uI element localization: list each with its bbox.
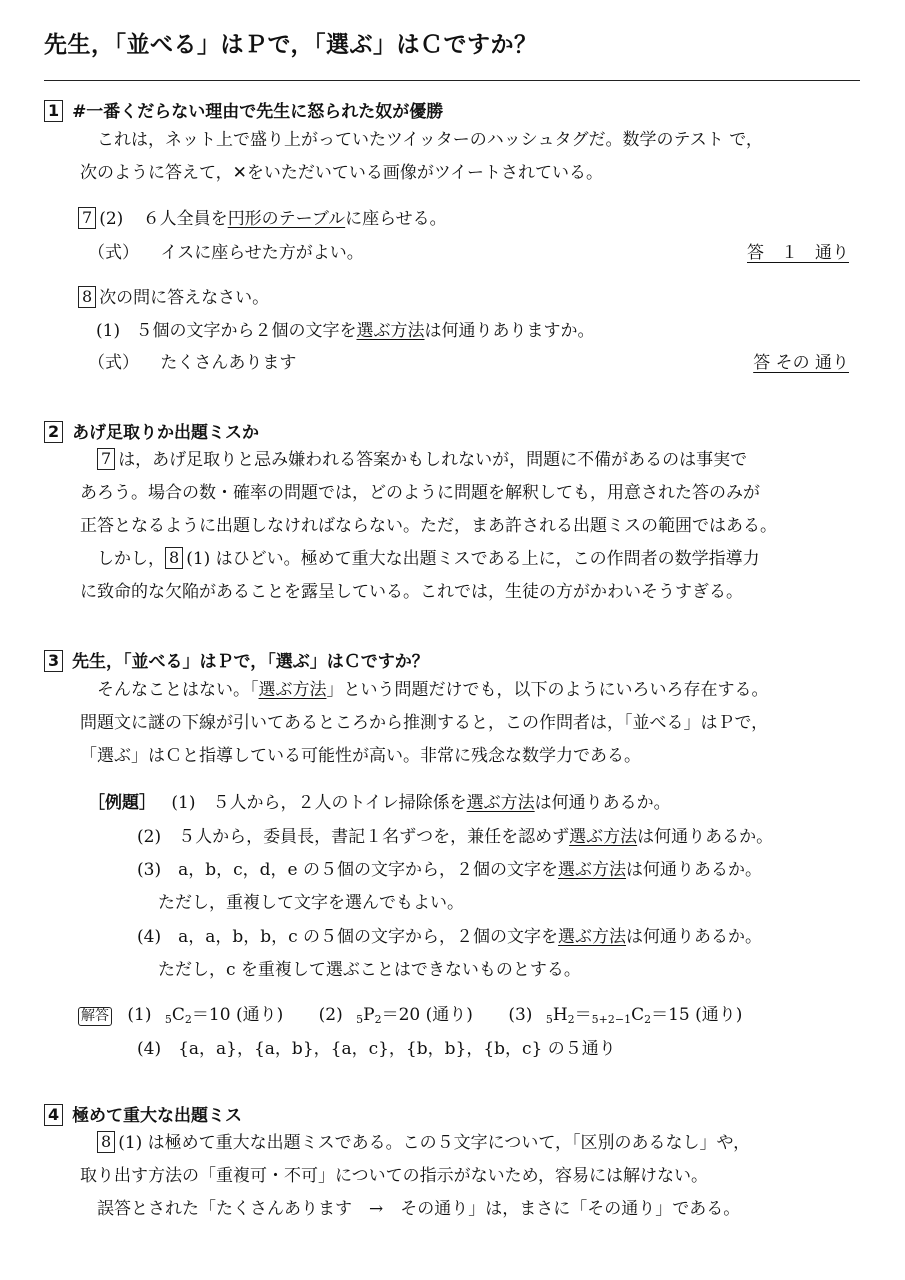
section-4-heading — [44, 1101, 242, 1126]
answer-1 — [165, 1005, 283, 1025]
text: (1) ５人から，２人のトイレ掃除係を — [171, 793, 467, 813]
answer-label: (2) — [318, 1005, 343, 1025]
answer-2 — [356, 1005, 473, 1025]
section-number: 2 — [44, 421, 63, 443]
question-7-work — [88, 238, 364, 263]
question-number: 8 — [78, 286, 96, 308]
text: は何通りあるか。 — [625, 860, 762, 880]
text: (4) a，a，b，b，c の５個の文字から，２個の文字を — [137, 927, 559, 947]
section-2-body — [80, 444, 880, 609]
text: ＝20 (通り) — [381, 1005, 473, 1025]
section-3-heading — [44, 647, 429, 672]
sub: 5+2−1 — [591, 1013, 632, 1026]
paragraph-line — [80, 1127, 880, 1160]
sub: 2 — [644, 1013, 652, 1026]
symbol: H — [552, 1005, 568, 1025]
question-sub: (1) — [96, 321, 121, 341]
shiki-label: （式） — [88, 243, 139, 263]
paragraph-line: 「選ぶ」はＣと指導している可能性が高い。非常に残念な数学力である。 — [80, 746, 641, 766]
section-3-body — [80, 674, 880, 773]
sub: 2 — [567, 1013, 575, 1026]
paragraph-line: 誤答とされた「たくさんあります → その通り」は，まさに「その通り」である。 — [97, 1199, 741, 1219]
text: (1) はひどい。極めて重大な出題ミスである上に，この作問者の数学指導力 — [186, 549, 760, 569]
section-4-body — [80, 1127, 880, 1226]
question-7 — [78, 204, 447, 229]
section-title: #一番くだらない理由で先生に怒られた奴が優勝 — [72, 102, 444, 122]
example-1 — [88, 788, 671, 813]
text: は何通りあるか。 — [626, 927, 763, 947]
section-1-intro — [80, 124, 880, 190]
question-text: に座らせる。 — [345, 209, 447, 229]
answer-label: (3) — [508, 1005, 533, 1025]
answer-label: (1) — [127, 1005, 152, 1025]
section-title: 先生，「並べる」はＰで，「選ぶ」はＣですか？ — [72, 652, 429, 672]
text: 」という問題だけでも，以下のようにいろいろ存在する。 — [326, 680, 769, 700]
text: ＝15 (通り) — [651, 1005, 743, 1025]
paragraph-line: これは，ネット上で盛り上がっていたツイッターのハッシュタグだ。数学のテスト で， — [97, 130, 763, 150]
answers-line-2: (4) {a，a}，{a，b}，{a，c}，{b，b}，{b，c} の５通り — [137, 1039, 616, 1059]
text: (3) a，b，c，d，e の５個の文字から，２個の文字を — [137, 860, 558, 880]
text: は，あげ足取りと忌み嫌われる答案かもしれないが，問題に不備があるのは事実で — [118, 450, 748, 470]
section-title: 極めて重大な出題ミス — [72, 1106, 243, 1126]
question-number: 7 — [78, 207, 96, 229]
text: そんなことはない。「 — [97, 680, 259, 700]
question-text: 次の問に答えなさい。 — [99, 288, 270, 308]
example-2 — [137, 822, 773, 847]
paragraph-line: 次のように答えて，✕をいただいている画像がツイートされている。 — [80, 163, 604, 183]
paragraph-line — [80, 674, 880, 707]
section-1-heading — [44, 97, 443, 122]
question-sub: (2) — [99, 209, 124, 229]
text: ＝ — [574, 1005, 592, 1025]
paragraph-line: 取り出す方法の「重複可・不可」についての指示がないため，容易には解けない。 — [80, 1166, 708, 1186]
example-4 — [137, 922, 762, 947]
underlined-phrase: 選ぶ方法 — [466, 793, 535, 813]
text: ＝10 (通り) — [191, 1005, 284, 1025]
paragraph-line: 問題文に謎の下線が引いてあるところから推測すると，この作問者は，「並べる」はＰで， — [80, 713, 769, 733]
section-2-heading — [44, 418, 259, 443]
reference-box: 8 — [165, 547, 183, 569]
sub: 2 — [184, 1013, 192, 1026]
symbol: C — [171, 1005, 185, 1025]
section-number: 4 — [44, 1104, 63, 1126]
reidai-label: ［例題］ — [88, 793, 156, 813]
question-8-work — [88, 348, 296, 373]
question-text: は何通りありますか。 — [424, 321, 595, 341]
answers-line-1 — [78, 1000, 742, 1026]
sub: 5 — [356, 1013, 364, 1026]
sub: 2 — [374, 1013, 382, 1026]
shiki-label: （式） — [88, 353, 139, 373]
question-8-1 — [96, 316, 595, 341]
paragraph-line — [80, 444, 880, 477]
underlined-phrase: 選ぶ方法 — [258, 680, 327, 700]
underlined-phrase: 選ぶ方法 — [569, 827, 638, 847]
underlined-phrase: 選ぶ方法 — [356, 321, 425, 341]
question-8 — [78, 283, 269, 308]
kaitou-label: 解答 — [78, 1007, 112, 1026]
underlined-phrase: 円形のテーブル — [227, 209, 346, 229]
text: は何通りあるか。 — [534, 793, 671, 813]
text: は何通りあるか。 — [637, 827, 774, 847]
student-expression: たくさんあります — [160, 353, 297, 373]
section-title: あげ足取りか出題ミスか — [72, 423, 260, 443]
reference-box: 8 — [97, 1131, 115, 1153]
sub: 5 — [164, 1013, 172, 1026]
question-text: ５個の文字から２個の文字を — [135, 321, 357, 341]
paragraph-line: 正答となるように出題しなければならない。ただ，まあ許される出題ミスの範囲ではある。 — [80, 516, 777, 536]
answer-3 — [546, 1005, 743, 1025]
sub: 5 — [545, 1013, 553, 1026]
paragraph-line — [80, 543, 880, 576]
symbol: P — [363, 1005, 375, 1025]
paragraph-line: あろう。場合の数・確率の問題では，どのように問題を解釈しても，用意された答のみが — [80, 483, 760, 503]
question-text: ６人全員を — [142, 209, 228, 229]
underlined-phrase: 選ぶ方法 — [558, 927, 627, 947]
page-title: 先生，「並べる」はＰで，「選ぶ」はＣですか？ — [44, 32, 538, 58]
text: (2) ５人から，委員長，書記１名ずつを，兼任を認めず — [137, 827, 570, 847]
example-3 — [137, 855, 762, 880]
paragraph-line: に致命的な欠陥があることを露呈している。これでは，生徒の方がかわいそうすぎる。 — [80, 582, 743, 602]
text: (1) は極めて重大な出題ミスである。この５文字について，「区別のあるなし」や， — [118, 1133, 751, 1153]
title-divider — [44, 80, 860, 81]
text: しかし， — [97, 549, 165, 569]
section-number: 1 — [44, 100, 63, 122]
symbol: C — [631, 1005, 645, 1025]
example-3-note: ただし，重複して文字を選んでもよい。 — [158, 893, 464, 913]
question-7-answer: 答 １ 通り — [747, 243, 849, 263]
reference-box: 7 — [97, 448, 115, 470]
student-expression: イスに座らせた方がよい。 — [160, 243, 364, 263]
underlined-phrase: 選ぶ方法 — [557, 860, 626, 880]
section-number: 3 — [44, 650, 63, 672]
example-4-note: ただし，c を重複して選ぶことはできないものとする。 — [158, 960, 581, 980]
question-8-answer: 答 その 通り — [753, 353, 849, 373]
